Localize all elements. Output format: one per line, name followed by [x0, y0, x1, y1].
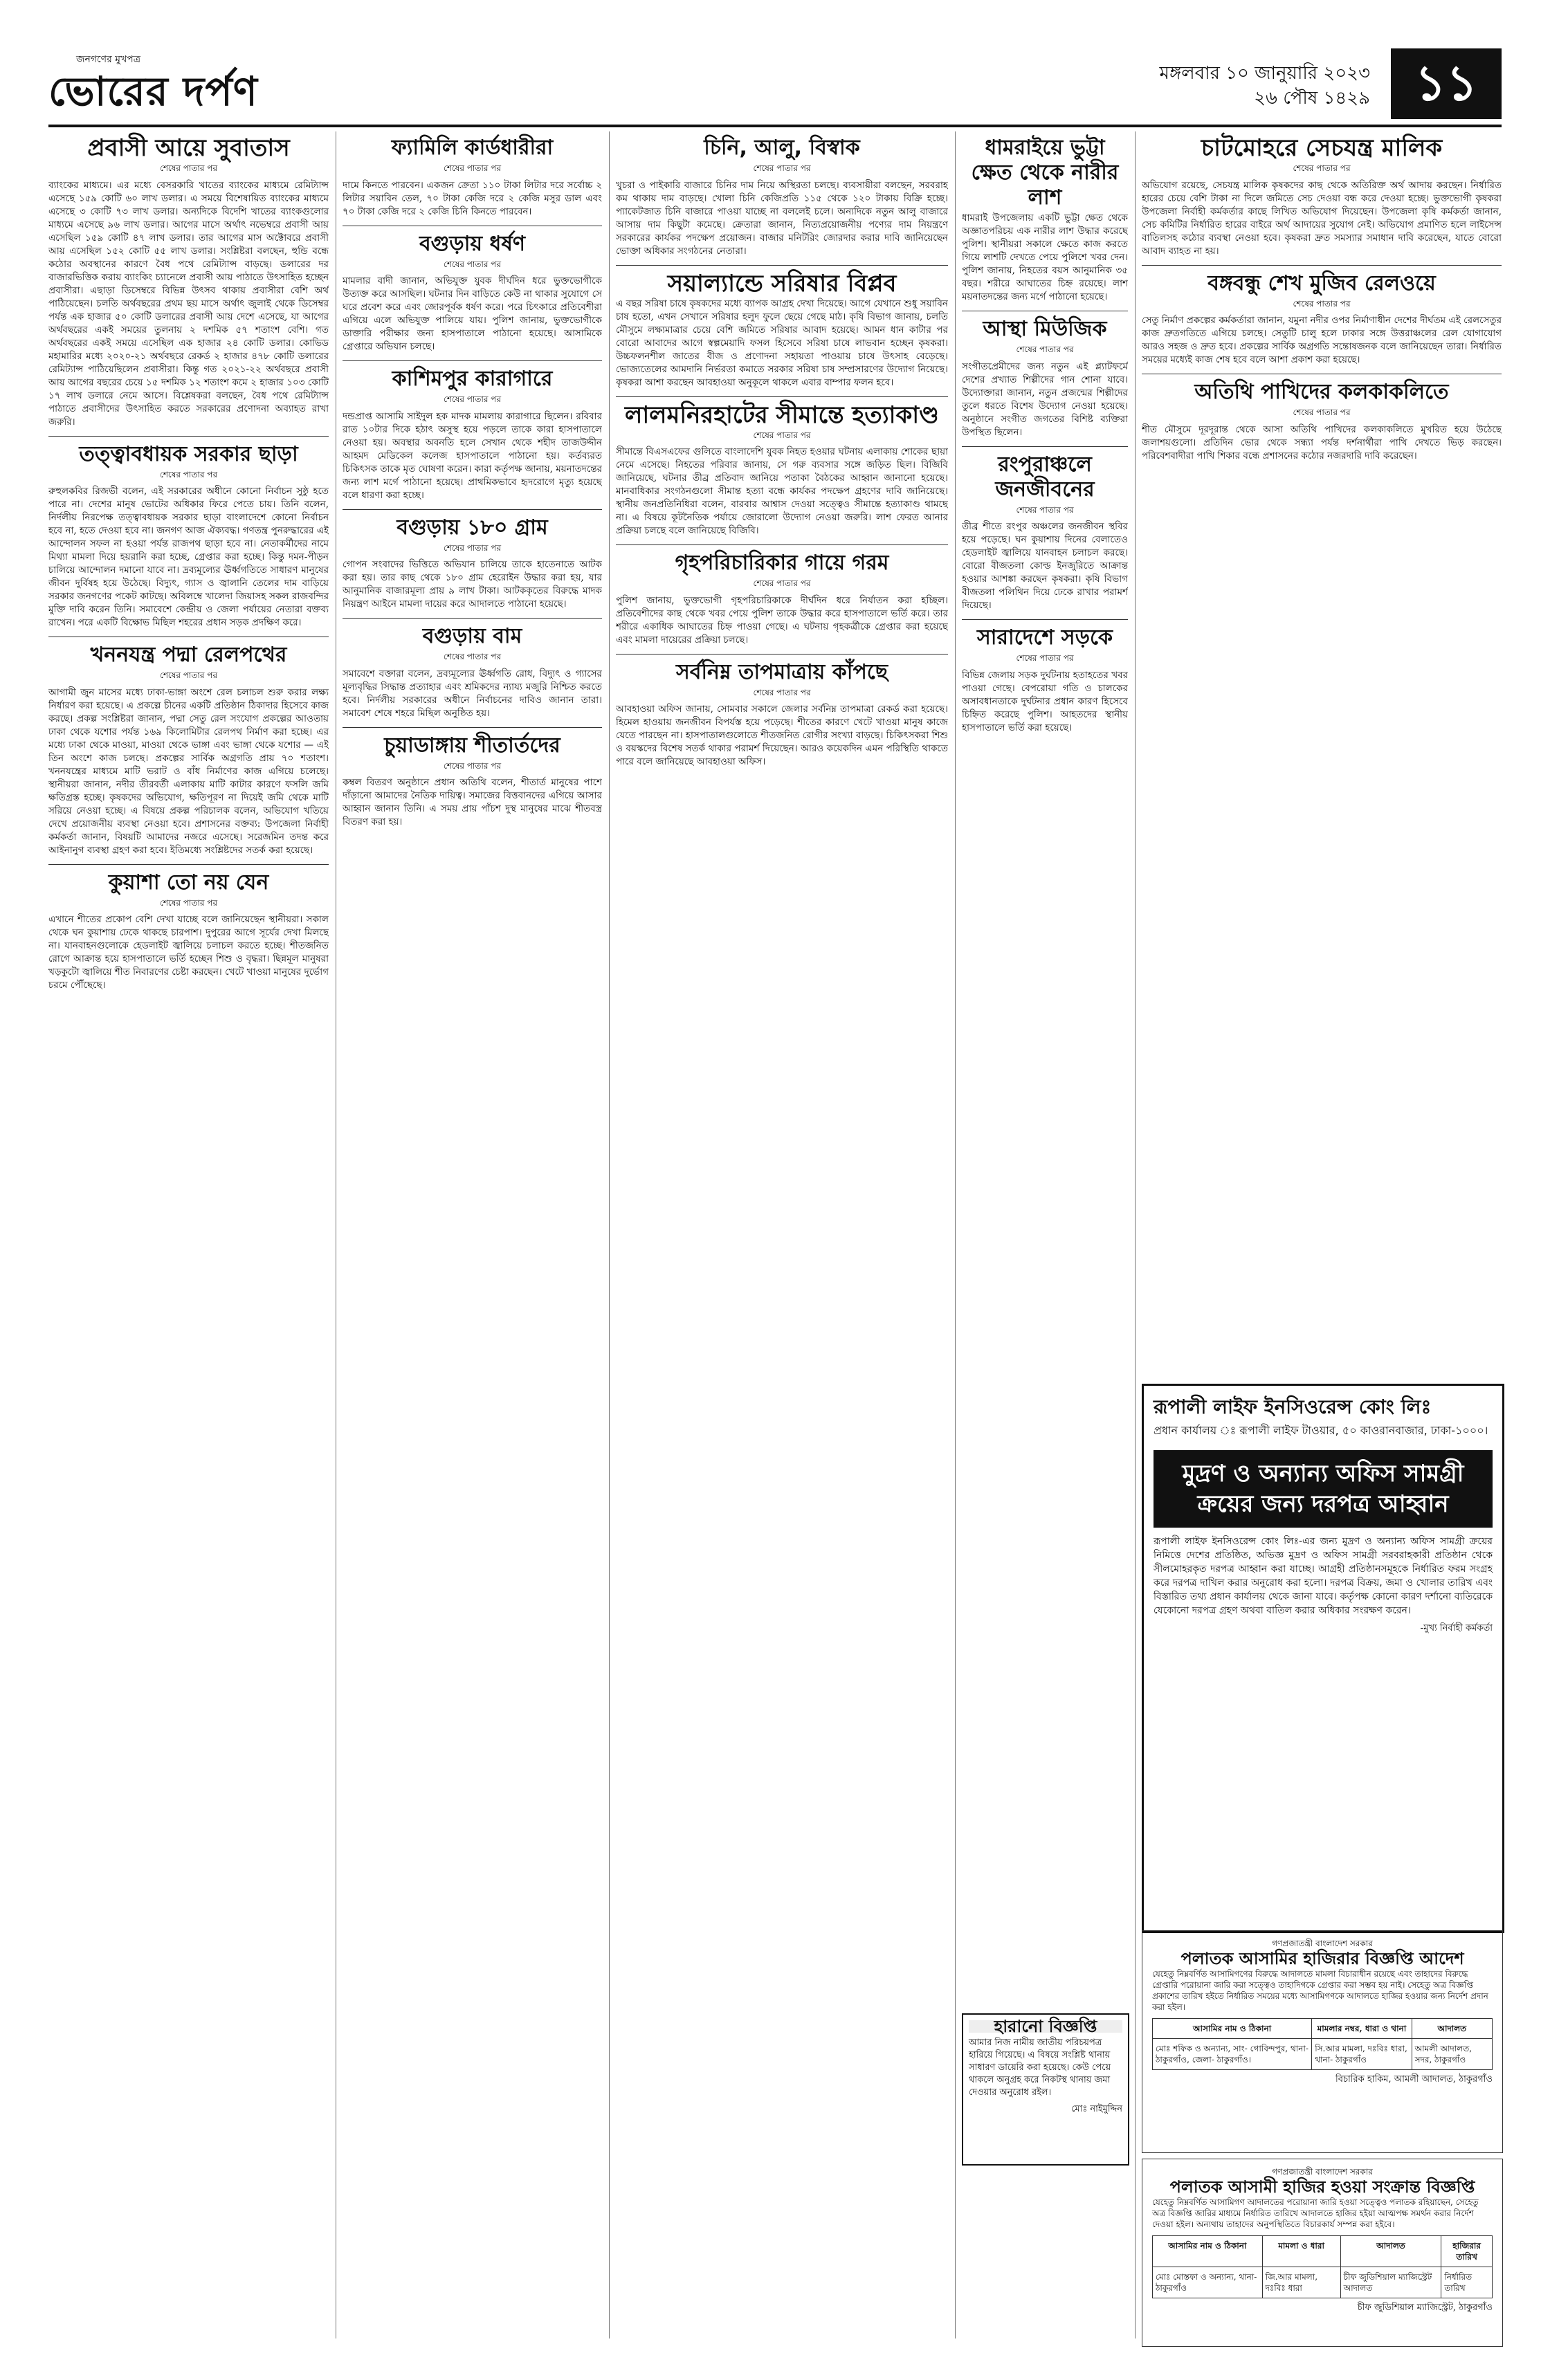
column-divider	[955, 131, 956, 2338]
story-headline: গৃহপরিচারিকার গায়ে গরম	[675, 551, 889, 575]
lost-notice-signature: মোঃ নাইমুদ্দিন	[1071, 2104, 1122, 2114]
lost-notice-body: আমার নিজ নামীয় জাতীয় পরিচয়পত্র হারিয়ে গিয়েছে। এ বিষয়ে সংশ্লিষ্ট থানায় সাধারণ ডায়েরি করা হয়েছে। কেউ পেয়ে থাকলে অনুগ্রহ করে নিকটস্থ থানায় জমা দেওয়ার অনুরোধ রইল।	[969, 2038, 1111, 2098]
story-body: গোপন সংবাদের ভিত্তিতে অভিযান চালিয়ে তাকে হাতেনাতে আটক করা হয়। তার কাছ থেকে ১৮০ গ্রাম হেরোইন উদ্ধার করা হয়, যার আনুমানিক বাজারমূল্য প্রায় ৯ লাখ টাকা। আটককৃতের বিরুদ্ধে মাদক নিয়ন্ত্রণ আইনে মামলা দায়ের করে আদালতে পাঠানো হয়েছে।	[343, 559, 602, 610]
story-sorisha	[616, 271, 948, 390]
story-kashimpur	[343, 367, 602, 502]
table-cell: জি.আর মামলা, দঃবিঃ ধারা	[1262, 2267, 1340, 2298]
lost-notice-title: হারানো বিজ্ঞপ্তি	[969, 2020, 1122, 2033]
table-header: আসামির নাম ও ঠিকানা	[1153, 2236, 1263, 2267]
story-headline: খননযন্ত্র পদ্মা রেলপথের	[90, 643, 287, 667]
story-headline: আস্থা মিউজিক	[983, 317, 1107, 341]
story-body: কম্বল বিতরণ অনুষ্ঠানে প্রধান অতিথি বলেন, শীতার্ত মানুষের পাশে দাঁড়ানো আমাদের নৈতিক দায়িত্ব। সমাজের বিত্তবানদের এগিয়ে আসার আহ্বান জানান তিনি। এ সময় প্রায় পাঁচশ দুস্থ মানুষের মাঝে শীতবস্ত্র বিতরণ করা হয়।	[343, 777, 602, 827]
column-3	[616, 131, 948, 2345]
story-continued: শেষের পাতার পর	[1016, 345, 1074, 354]
story-divider	[1142, 265, 1502, 266]
story-divider	[343, 509, 602, 510]
notice-body: যেহেতু নিম্নবর্ণিত আসামিগণ আদালতের পরোয়ানা জারি হওয়া সত্ত্বেও পলাতক রহিয়াছেন, সেহেতু অত্র বিজ্ঞপ্তি জারির মাধ্যমে নির্ধারিত তারিখে আদালতে হাজির হইয়া আত্মপক্ষ সমর্থন করার নির্দেশ দেওয়া হইল। অন্যথায় তাহাদের অনুপস্থিতিতে বিচারকার্য সম্পন্ন করা হইবে।	[1152, 2197, 1479, 2229]
column-divider	[1135, 131, 1136, 2338]
story-rangpur	[962, 452, 1128, 613]
story-headline: ফ্যামিলি কার্ডধারীরা	[391, 136, 554, 160]
table-header: হাজিরার তারিখ	[1441, 2236, 1493, 2267]
table-header: মামলার নম্বর, ধারা ও থানা	[1312, 2019, 1412, 2039]
column-5	[1142, 131, 1502, 1370]
story-body: সংগীতপ্রেমীদের জন্য নতুন এই প্ল্যাটফর্মে দেশের প্রখ্যাত শিল্পীদের গান শোনা যাবে। উদ্যোক্তারা জানান, নতুন প্রজন্মের শিল্পীদের তুলে ধরতে বিশেষ উদ্যোগ নেওয়া হয়েছে। অনুষ্ঠানে সংগীত জগতের বিশিষ্ট ব্যক্তিরা উপস্থিত ছিলেন।	[962, 360, 1128, 438]
story-family-card	[343, 136, 602, 219]
story-headline: সারাদেশে সড়কে	[976, 625, 1113, 650]
story-headline: অতিথি পাখিদের কলকাকলিতে	[1194, 380, 1449, 404]
story-continued: শেষের পাতার পর	[443, 163, 502, 173]
story-continued: শেষের পাতার পর	[753, 430, 811, 440]
story-bogura-dhorshon	[343, 232, 602, 354]
story-divider	[343, 360, 602, 361]
story-body: খুচরা ও পাইকারি বাজারে চিনির দাম নিয়ে অস্থিরতা চলছে। ব্যবসায়ীরা বলছেন, সরবরাহ কম থাকায় দাম বাড়ছে। খোলা চিনি কেজিপ্রতি ১১৫ থেকে ১২০ টাকায় বিক্রি হচ্ছে। প্যাকেটজাত চিনি বাজারে পাওয়া যাচ্ছে না বললেই চলে। অন্যদিকে নতুন আলু বাজারে আসায় দাম কিছুটা কমেছে। ক্রেতারা জানান, নিত্যপ্রয়োজনীয় পণ্যের দাম নিয়ন্ত্রণে সরকারের কার্যকর পদক্ষেপ প্রয়োজন। বাজার মনিটরিং জোরদার করার দাবি জানিয়েছেন ভোক্তা অধিকার সংগঠনের নেতারা।	[616, 179, 948, 257]
story-probashi-ay	[48, 136, 329, 429]
story-body: সীমান্তে বিএসএফের গুলিতে বাংলাদেশি যুবক নিহত হওয়ার ঘটনায় এলাকায় শোকের ছায়া নেমে এসেছে। নিহতের পরিবার জানায়, সে গরু ব্যবসার সঙ্গে জড়িত ছিল। বিজিবি জানিয়েছে, ঘটনার তীব্র প্রতিবাদ জানিয়ে পতাকা বৈঠকের আহ্বান জানানো হয়েছে। মানবাধিকার সংগঠনগুলো সীমান্ত হত্যা বন্ধে কার্যকর পদক্ষেপ গ্রহণের দাবি জানিয়েছে। স্থানীয় জনপ্রতিনিধিরা বলেন, বারবার আশ্বাস দেওয়া সত্ত্বেও সীমান্তে হত্যাকাণ্ড থামছে না। এ বিষয়ে কূটনৈতিক পর্যায়ে জোরালো উদ্যোগ নেওয়া জরুরি। লাশ ফেরত আনার প্রক্রিয়া চলছে বলে জানিয়েছে বিজিবি।	[616, 446, 948, 536]
story-continued: শেষের পাতার পর	[1016, 504, 1074, 515]
column-divider	[609, 131, 610, 2338]
notice-signature: বিচারিক হাকিম, আমলী আদালত, ঠাকুরগাঁও	[1335, 2074, 1493, 2085]
tender-advertisement	[1142, 1384, 1504, 1933]
story-body: মামলার বাদী জানান, অভিযুক্ত যুবক দীর্ঘদিন ধরে ভুক্তভোগীকে উত্যক্ত করে আসছিল। ঘটনার দিন বাড়িতে কেউ না থাকার সুযোগে সে ঘরে প্রবেশ করে এবং জোরপূর্বক ধর্ষণ করে। পরে চিৎকারে প্রতিবেশীরা এগিয়ে এলে অভিযুক্ত পালিয়ে যায়। পুলিশ জানায়, ভুক্তভোগীকে ডাক্তারি পরীক্ষার জন্য হাসপাতালে পাঠানো হয়েছে। আসামিকে গ্রেপ্তারে অভিযান চলছে।	[343, 275, 602, 352]
story-astha-music	[962, 317, 1128, 439]
story-dhamrai	[962, 136, 1128, 304]
story-headline: চুয়াডাঙ্গায় শীতার্তদের	[384, 733, 560, 758]
table-header: আদালত	[1412, 2019, 1492, 2039]
story-divider	[48, 864, 329, 865]
notice-header: গণপ্রজাতন্ত্রী বাংলাদেশ সরকার	[1272, 1939, 1373, 1948]
table-cell: মোঃ শফিক ও অন্যান্য, সাং- গোবিন্দপুর, থানা- ঠাকুরগাঁও, জেলা- ঠাকুরগাঁও।	[1153, 2039, 1312, 2070]
story-body: রুহুলকবির রিজভী বলেন, এই সরকারের অধীনে কোনো নির্বাচন সুষ্ঠু হতে পারে না। দেশের মানুষ ভোটের অধিকার ফিরে পেতে চায়। তিনি বলেন, নির্দলীয় নিরপেক্ষ তত্ত্বাবধায়ক সরকার ছাড়া বাংলাদেশে কোনো নির্বাচন হবে না, হতে দেওয়া হবে না। জনগণ আজ ঐক্যবদ্ধ। গণতন্ত্র পুনরুদ্ধারের এই আন্দোলন সফল না হওয়া পর্যন্ত রাজপথ ছাড়া হবে না। নেতাকর্মীদের নামে মিথ্যা মামলা দিয়ে হয়রানি করা হচ্ছে, গ্রেপ্তার করা হচ্ছে। কিন্তু দমন-পীড়ন চালিয়ে আন্দোলন দমানো যাবে না। দ্রব্যমূল্যের ঊর্ধ্বগতিতে সাধারণ মানুষের জীবন দুর্বিষহ হয়ে উঠেছে। বিদ্যুৎ, গ্যাস ও জ্বালানি তেলের দাম বাড়িয়ে সরকার জনগণের পকেট কাটছে। অবিলম্বে খালেদা জিয়াসহ সকল রাজবন্দির মুক্তি দাবি করেন তিনি। সমাবেশে কেন্দ্রীয় ও জেলা পর্যায়ের নেতারা বক্তব্য রাখেন। পরে একটি বিক্ষোভ মিছিল শহরের প্রধান সড়ক প্রদক্ষিণ করে।	[48, 486, 329, 628]
story-divider	[962, 446, 1128, 447]
table-row	[1153, 2267, 1493, 2298]
story-body: সমাবেশে বক্তারা বলেন, দ্রব্যমূল্যের ঊর্ধ্বগতি রোধ, বিদ্যুৎ ও গ্যাসের মূল্যবৃদ্ধির সিদ্ধান্ত প্রত্যাহার এবং শ্রমিকদের ন্যায্য মজুরি নিশ্চিত করতে হবে। নির্দলীয় সরকারের অধীনে নির্বাচনের দাবিও জানান তারা। সমাবেশ শেষে শহরে মিছিল অনুষ্ঠিত হয়।	[343, 668, 602, 719]
story-headline: কাশিমপুর কারাগারে	[392, 367, 553, 391]
story-chini-alu	[616, 136, 948, 258]
story-continued: শেষের পাতার পর	[159, 897, 218, 908]
notice-body: যেহেতু নিম্নবর্ণিত আসামিগণের বিরুদ্ধে আদালতে মামলা বিচারাধীন রয়েছে এবং তাহাদের বিরুদ্ধে গ্রেপ্তারি পরোয়ানা জারি করা সত্ত্বেও তাহাদিগকে গ্রেপ্তার করা সম্ভব হয় নাই। সেহেতু অত্র বিজ্ঞপ্তি প্রকাশের তারিখ হইতে নির্ধারিত সময়ের মধ্যে আসামিগণকে আদালতে হাজির হওয়ার জন্য নির্দেশ প্রদান করা হইল।	[1152, 1969, 1488, 2012]
story-body: দন্ডপ্রাপ্ত আসামি সাইদুল হক মাদক মামলায় কারাগারে ছিলেন। রবিবার রাত ১০টার দিকে হঠাৎ অসুস্থ হয়ে পড়লে তাকে কারা হাসপাতালে নেওয়া হয়। অবস্থার অবনতি হলে সেখান থেকে শহীদ তাজউদ্দীন আহমদ মেডিকেল কলেজ হাসপাতালে পাঠানো হয়। কর্তব্যরত চিকিৎসক তাকে মৃত ঘোষণা করেন। কারা কর্তৃপক্ষ জানায়, ময়নাতদন্তের জন্য লাশ মর্গে পাঠানো হয়েছে। প্রাথমিকভাবে হৃদরোগে মৃত্যু হয়েছে বলে ধারণা করা হচ্ছে।	[343, 410, 602, 501]
column-4	[962, 131, 1128, 1827]
story-continued: শেষের পাতার পর	[443, 760, 502, 771]
story-divider	[962, 619, 1128, 620]
table-cell: সি.আর মামলা, দঃবিঃ ধারা, থানা- ঠাকুরগাঁও	[1312, 2039, 1412, 2070]
issue-date-gregorian: মঙ্গলবার ১০ জানুয়ারি ২০২৩	[1159, 63, 1370, 84]
story-continued: শেষের পাতার পর	[1293, 408, 1351, 417]
story-tapmatra	[616, 660, 948, 769]
story-body: পুলিশ জানায়, ভুক্তভোগী গৃহপরিচারিকাকে দীর্ঘদিন ধরে নির্যাতন করা হচ্ছিল। প্রতিবেশীদের কাছ থেকে খবর পেয়ে পুলিশ তাকে উদ্ধার করে হাসপাতালে ভর্তি করে। তার শরীরে একাধিক আঘাতের চিহ্ন পাওয়া গেছে। এ ঘটনায় গৃহকর্ত্রীকে গ্রেপ্তার করা হয়েছে এবং মামলা দায়েরের প্রক্রিয়া চলছে।	[616, 594, 948, 646]
story-khonojontro	[48, 643, 329, 857]
story-bogura-bam	[343, 624, 602, 720]
table-header: আসামির নাম ও ঠিকানা	[1153, 2019, 1312, 2039]
story-headline: বগুড়ায় ১৮০ গ্রাম	[396, 515, 548, 540]
story-divider	[616, 396, 948, 397]
story-chatmohor	[1142, 136, 1502, 258]
story-body: অভিযোগ রয়েছে, সেচযন্ত্র মালিক কৃষকদের কাছ থেকে অতিরিক্ত অর্থ আদায় করছেন। নির্ধারিত হারের চেয়ে বেশি টাকা না দিলে জমিতে সেচ দেওয়া বন্ধ করে দেওয়া হচ্ছে। ভুক্তভোগী কৃষকরা উপজেলা নির্বাহী কর্মকর্তার কাছে লিখিত অভিযোগ দিয়েছেন। উপজেলা কৃষি কর্মকর্তা জানান, সেচ কমিটির নির্ধারিত হারের বাইরে অর্থ আদায়ের সুযোগ নেই। অভিযোগ প্রমাণিত হলে লাইসেন্স বাতিলসহ কঠোর ব্যবস্থা নেওয়া হবে। কৃষকরা দ্রুত সমস্যার সমাধান দাবি করেছেন, যাতে বোরো আবাদ ব্যাহত না হয়।	[1142, 179, 1502, 257]
story-headline: বগুড়ায় ধর্ষণ	[419, 231, 526, 256]
notice-signature: চীফ জুডিশিয়াল ম্যাজিস্ট্রেট, ঠাকুরগাঁও	[1357, 2303, 1493, 2313]
story-continued: শেষের পাতার পর	[753, 163, 811, 173]
page-number: ১১	[1391, 48, 1502, 119]
logo-name: ভোরের দর্পণ	[48, 68, 258, 115]
story-divider	[616, 544, 948, 545]
notice-table	[1152, 2235, 1493, 2298]
court-notice-1	[1142, 1930, 1503, 2153]
story-body: তীব্র শীতে রংপুর অঞ্চলের জনজীবন স্থবির হয়ে পড়েছে। ঘন কুয়াশায় দিনের বেলাতেও হেডলাইট জ্বালিয়ে যানবাহন চলাচল করছে। বোরো বীজতলা কোল্ড ইনজুরিতে আক্রান্ত হওয়ার আশঙ্কা করছেন কৃষকরা। কৃষি বিভাগ বীজতলা পলিথিন দিয়ে ঢেকে রাখার পরামর্শ দিয়েছে।	[962, 521, 1128, 611]
lost-notice	[962, 2013, 1129, 2166]
story-headline: বঙ্গবন্ধু শেখ মুজিব রেলওয়ে	[1207, 271, 1436, 295]
ad-company-name: রূপালী লাইফ ইনসিওরেন্স কোং লিঃ	[1154, 1395, 1432, 1418]
notice-title: পলাতক আসামী হাজির হওয়া সংক্রান্ত বিজ্ঞপ্তি	[1169, 2177, 1475, 2197]
story-kuasha	[48, 870, 329, 993]
story-body: দামে কিনতে পারবেন। একজন ক্রেতা ১১০ টাকা লিটার দরে সর্বোচ্চ ২ লিটার সয়াবিন তেল, ৭০ টাকা কেজি দরে ২ কেজি মসুর ডাল এবং ৭০ টাকা কেজি দরে ২ কেজি চিনি কিনতে পারবেন।	[343, 179, 602, 217]
story-othiti-pakhi	[1142, 380, 1502, 463]
story-headline: চিনি, আলু, বিস্বাক	[704, 136, 860, 160]
story-continued: শেষের পাতার পর	[753, 578, 811, 588]
story-continued: শেষের পাতার পর	[753, 687, 811, 697]
story-continued: শেষের পাতার পর	[159, 163, 218, 173]
story-body: সেতু নির্মাণ প্রকল্পের কর্মকর্তারা জানান, যমুনা নদীর ওপর নির্মাণাধীন দেশের দীর্ঘতম এই রেলসেতুর কাজ দ্রুতগতিতে এগিয়ে চলছে। সেতুটি চালু হলে ঢাকার সঙ্গে উত্তরাঞ্চলের রেল যোগাযোগ আরও সহজ ও দ্রুত হবে। প্রকল্পের সার্বিক অগ্রগতি সন্তোষজনক বলে জানিয়েছেন তারা। নির্ধারিত সময়ের মধ্যেই কাজ শেষ হবে বলে আশা প্রকাশ করা হয়েছে।	[1142, 315, 1502, 365]
story-headline: তত্ত্বাবধায়ক সরকার ছাড়া	[79, 441, 298, 466]
logo-tagline: জনগণের মুখপত্র	[76, 54, 141, 65]
story-continued: শেষের পাতার পর	[443, 542, 502, 553]
story-lalmonirhat	[616, 403, 948, 538]
table-cell: চীফ জুডিশিয়াল ম্যাজিস্ট্রেট আদালত	[1340, 2267, 1441, 2298]
story-divider	[616, 265, 948, 266]
ad-headline: মুদ্রণ ও অন্যান্য অফিস সামগ্রী ক্রয়ের জন্য দরপত্র আহ্বান	[1154, 1450, 1493, 1528]
ad-body: রূপালী লাইফ ইনসিওরেন্স কোং লিঃ-এর জন্য মুদ্রণ ও অন্যান্য অফিস সামগ্রী ক্রয়ের নিমিত্তে দেশের প্রতিষ্ঠিত, অভিজ্ঞ মুদ্রণ ও অফিস সামগ্রী সরবরাহকারী প্রতিষ্ঠান থেকে সীলমোহরকৃত দরপত্র আহ্বান করা যাচ্ছে। আগ্রহী প্রতিষ্ঠানসমূহকে নির্ধারিত ফরম সংগ্রহ করে দরপত্র দাখিল করার অনুরোধ করা হলো। দরপত্র বিক্রয়, জমা ও খোলার তারিখ এবং বিস্তারিত তথ্য প্রধান কার্যালয় থেকে জানা যাবে। কর্তৃপক্ষ কোনো কারণ দর্শানো ব্যতিরেকে যেকোনো দরপত্র গ্রহণ অথবা বাতিল করার অধিকার সংরক্ষণ করেন।	[1154, 1536, 1493, 1616]
story-divider	[343, 618, 602, 619]
story-divider	[343, 727, 602, 728]
story-grihoparicharika	[616, 551, 948, 647]
issue-dates	[1160, 61, 1370, 111]
story-headline: কুয়াশা তো নয় যেন	[108, 870, 269, 895]
ad-address: প্রধান কার্যালয় ঃ রূপালী লাইফ টাওয়ার, ৫০ কাওরানবাজার, ঢাকা-১০০০।	[1154, 1424, 1488, 1437]
masthead	[48, 48, 1502, 127]
table-header: আদালত	[1340, 2236, 1441, 2267]
story-headline: বগুড়ায় বাম	[422, 624, 522, 648]
column-1	[48, 131, 329, 2345]
table-cell: নির্ধারিত তারিখ	[1441, 2267, 1493, 2298]
issue-date-bengali: ২৬ পৌষ ১৪২৯	[1254, 88, 1370, 109]
story-headline: সর্বনিম্ন তাপমাত্রায় কাঁপছে	[675, 659, 888, 684]
notice-title: পলাতক আসামির হাজিরার বিজ্ঞপ্তি আদেশ	[1180, 1949, 1464, 1968]
story-tattabadhayak	[48, 442, 329, 630]
story-continued: শেষের পাতার পর	[443, 259, 502, 269]
story-continued: শেষের পাতার পর	[443, 652, 502, 661]
story-continued: শেষের পাতার পর	[1293, 163, 1351, 173]
table-row	[1153, 2039, 1493, 2070]
table-cell: আমলী আদালত, সদর, ঠাকুরগাঁও	[1412, 2039, 1492, 2070]
story-headline: ধামরাইয়ে ভুট্টা ক্ষেত থেকে নারীর লাশ	[971, 136, 1119, 210]
newspaper-logo	[48, 48, 298, 118]
ad-signature: -মুখ্য নির্বাহী কর্মকর্তা	[1420, 1623, 1493, 1633]
notice-header: গণপ্রজাতন্ত্রী বাংলাদেশ সরকার	[1272, 2167, 1373, 2177]
story-headline: চাটমোহরে সেচযন্ত্র মালিক	[1201, 134, 1443, 162]
story-body: ব্যাংকের মাধ্যমে। এর মধ্যে বেসরকারি খাতের ব্যাংকের মাধ্যমে রেমিট্যান্স এসেছে ১৫৯ কোটি ৬০ লাখ ডলার। এ সময়ে বিশেষায়িত ব্যাংকের মাধ্যমে এসেছে ৩ কোটি ৭৩ লাখ ডলার। অন্যদিকে বিদেশি খাতের ব্যাংকগুলোর মাধ্যমে এসেছে ৯৬ লাখ ডলার। আগের মাসে অর্থাৎ নভেম্বরে প্রবাসী আয় এসেছিল ১৫৯ কোটি ৪৭ লাখ ডলার। তার আগের মাস অক্টোবরে প্রবাসী আয় এসেছিল ১৫২ কোটি ৫৫ লাখ ডলার। সংশ্লিষ্টরা বলছেন, হুন্ডি বন্ধে কঠোর অবস্থানের কারণে বৈধ পথে রেমিট্যান্স বাড়ছে। ডলারের দর বাজারভিত্তিক করায় ব্যাংকিং চ্যানেলে প্রবাসী আয় পাঠাতে উৎসাহিত হচ্ছেন প্রবাসীরা। এছাড়া ডিসেম্বরে বিভিন্ন উৎসব থাকায় প্রবাসীরা বেশি অর্থ পাঠিয়েছেন। চলতি অর্থবছরের প্রথম ছয় মাসে অর্থাৎ জুলাই থেকে ডিসেম্বর পর্যন্ত এক হাজার ৫০ কোটি ডলারের প্রবাসী আয় দেশে এসেছে, যা আগের অর্থবছরের একই সময়ের তুলনায় ২ দশমিক ৫৭ শতাংশ বেশি। গত অর্থবছরের একই সময়ে এসেছিল এক হাজার ২৪ কোটি ডলার। কোভিড মহামারির মধ্যে ২০২০-২১ অর্থবছরে রেকর্ড ২ হাজার ৪৭৮ কোটি ডলারের রেমিট্যান্স পাঠিয়েছিলেন প্রবাসীরা। কিন্তু গত ২০২১-২২ অর্থবছরে প্রবাসী আয় আগের বছরের চেয়ে ১৫ দশমিক ১২ শতাংশ কমে ২ হাজার ১০৩ কোটি ১৭ লাখ ডলারে নেমে আসে। বিশ্লেষকরা বলছেন, বৈধ পথে রেমিট্যান্স পাঠাতে প্রবাসীদের উৎসাহিত করতে সরকারের প্রণোদনা অব্যাহত রাখা জরুরি।	[48, 179, 329, 428]
story-saradeshe	[962, 625, 1128, 735]
story-continued: শেষের পাতার পর	[159, 469, 218, 479]
story-continued: শেষের পাতার পর	[1293, 298, 1351, 309]
story-continued: শেষের পাতার পর	[159, 670, 218, 680]
story-bogura-180	[343, 515, 602, 612]
story-headline: রংপুরাঞ্চলে জনজীবনের	[995, 452, 1095, 502]
story-body: এ বছর সরিষা চাষে কৃষকদের মধ্যে ব্যাপক আগ্রহ দেখা দিয়েছে। আগে যেখানে শুধু সয়াবিন চাষ হতো, এখন সেখানে সরিষার হলুদ ফুলে ছেয়ে গেছে মাঠ। কৃষি বিভাগ জানায়, চলতি মৌসুমে লক্ষ্যমাত্রার চেয়ে বেশি জমিতে সরিষার আবাদ হয়েছে। আমন ধান কাটার পর বোরো আবাদের আগে স্বল্পমেয়াদি ফসল হিসেবে সরিষা চাষে লাভবান হচ্ছেন কৃষকরা। উচ্চফলনশীল জাতের বীজ ও প্রণোদনা সহায়তা পাওয়ায় চাষে উৎসাহ বেড়েছে। ভোজ্যতেলের আমদানি নির্ভরতা কমাতে সরকার সরিষা চাষ সম্প্রসারণের উদ্যোগ নিয়েছে। কৃষকরা আশা করছেন আবহাওয়া অনুকূলে থাকলে এবার বাম্পার ফলন হবে।	[616, 298, 948, 388]
story-headline: প্রবাসী আয়ে সুবাতাস	[87, 134, 290, 162]
story-body: এখানে শীতের প্রকোপ বেশি দেখা যাচ্ছে বলে জানিয়েছেন স্থানীয়রা। সকাল থেকে ঘন কুয়াশায় ঢেকে থাকছে চারপাশ। দুপুরের আগে সূর্যের দেখা মিলছে না। যানবাহনগুলোকে হেডলাইট জ্বালিয়ে চলাচল করতে হচ্ছে। শীতজনিত রোগে আক্রান্ত হয়ে হাসপাতালে ভর্তি হচ্ছেন শিশু ও বৃদ্ধরা। ছিন্নমূল মানুষরা খড়কুটো জ্বালিয়ে শীত নিবারণের চেষ্টা করছেন। খেটে খাওয়া মানুষের দুর্ভোগ চরমে পৌঁছেছে।	[48, 914, 329, 991]
story-divider	[48, 436, 329, 437]
story-body: ধামরাই উপজেলায় একটি ভুট্টা ক্ষেত থেকে অজ্ঞাতপরিচয় এক নারীর লাশ উদ্ধার করেছে পুলিশ। স্থানীয়রা সকালে ক্ষেতে কাজ করতে গিয়ে লাশটি দেখতে পেয়ে পুলিশে খবর দেন। পুলিশ জানায়, নিহতের বয়স আনুমানিক ৩৫ বছর। শরীরে আঘাতের চিহ্ন রয়েছে। লাশ ময়নাতদন্তের জন্য মর্গে পাঠানো হয়েছে।	[962, 212, 1128, 302]
story-headline: লালমনিরহাটের সীমান্তে হত্যাকাণ্ড	[624, 401, 939, 429]
story-bangabandhu-rail	[1142, 271, 1502, 367]
story-body: আগামী জুন মাসের মধ্যে ঢাকা-ভাঙ্গা অংশে রেল চলাচল শুরু করার লক্ষ্য নির্ধারণ করা হয়েছে। এ প্রকল্পে চীনের একটি প্রতিষ্ঠান ঠিকাদার হিসেবে কাজ করছে। প্রকল্প সংশ্লিষ্টরা জানান, পদ্মা সেতু রেল সংযোগ প্রকল্পের আওতায় ঢাকা থেকে যশোর পর্যন্ত ১৬৯ কিলোমিটার রেলপথ নির্মাণ করা হচ্ছে। এর মধ্যে ঢাকা থেকে মাওয়া, মাওয়া থেকে ভাঙ্গা এবং ভাঙ্গা থেকে যশোর — এই তিন অংশে কাজ চলছে। প্রকল্পের সার্বিক অগ্রগতি প্রায় ৭০ শতাংশ। খননযন্ত্রের মাধ্যমে মাটি ভরাট ও বাঁধ নির্মাণের কাজ এগিয়ে চলেছে। স্থানীয়রা জানান, নদীর তীরবর্তী এলাকায় মাটি কাটার কারণে ফসলি জমি ক্ষতিগ্রস্ত হচ্ছে। কৃষকদের অভিযোগ, ক্ষতিপূরণ না দিয়েই জমি থেকে মাটি সরিয়ে নেওয়া হচ্ছে। এ বিষয়ে প্রকল্প পরিচালক বলেন, অভিযোগ খতিয়ে দেখে প্রয়োজনীয় ব্যবস্থা নেওয়া হবে। প্রশাসনের বক্তব্য: উপজেলা নির্বাহী কর্মকর্তা জানান, বিষয়টি আমাদের নজরে এসেছে। সরেজমিন তদন্ত করে আইনানুগ ব্যবস্থা গ্রহণ করা হবে। ইতিমধ্যে সংশ্লিষ্টদের সতর্ক করা হয়েছে।	[48, 686, 329, 856]
table-header: মামলা ও ধারা	[1262, 2236, 1340, 2267]
story-chuadanga	[343, 733, 602, 830]
story-continued: শেষের পাতার পর	[1016, 653, 1074, 663]
court-notice-2	[1142, 2159, 1503, 2347]
story-body: বিভিন্ন জেলায় সড়ক দুর্ঘটনায় হতাহতের খবর পাওয়া গেছে। বেপরোয়া গতি ও চালকের অসাবধানতাকে দুর্ঘটনার প্রধান কারণ হিসেবে চিহ্নিত করেছে পুলিশ। আহতদের স্থানীয় হাসপাতালে ভর্তি করা হয়েছে।	[962, 669, 1128, 733]
story-body: শীত মৌসুমে দূরদূরান্ত থেকে আসা অতিথি পাখিদের কলকাকলিতে মুখরিত হয়ে উঠেছে জলাশয়গুলো। প্রতিদিন ভোর থেকে সন্ধ্যা পর্যন্ত দর্শনার্থীরা পাখি দেখতে ভিড় করছেন। পরিবেশবাদীরা পাখি শিকার বন্ধে প্রশাসনের কঠোর নজরদারি দাবি করেছেন।	[1142, 423, 1502, 461]
story-body: আবহাওয়া অফিস জানায়, সোমবার সকালে জেলার সর্বনিম্ন তাপমাত্রা রেকর্ড করা হয়েছে। হিমেল হাওয়ায় জনজীবন বিপর্যস্ত হয়ে পড়েছে। শীতের কারণে খেটে খাওয়া মানুষ কাজে যেতে পারছেন না। হাসপাতালগুলোতে শীতজনিত রোগীর সংখ্যা বাড়ছে। চিকিৎসকরা শিশু ও বয়স্কদের বিশেষ সতর্ক থাকার পরামর্শ দিয়েছেন। আরও কয়েকদিন এমন পরিস্থিতি থাকতে পারে বলে জানিয়েছে আবহাওয়া অফিস।	[616, 704, 948, 767]
story-headline: সয়াল্যান্ডে সরিষার বিপ্লব	[667, 269, 897, 298]
story-continued: শেষের পাতার পর	[443, 394, 502, 404]
column-2	[343, 131, 602, 2345]
table-cell: মোঃ মোস্তফা ও অন্যান্য, থানা- ঠাকুরগাঁও	[1153, 2267, 1263, 2298]
notice-table	[1152, 2018, 1493, 2070]
